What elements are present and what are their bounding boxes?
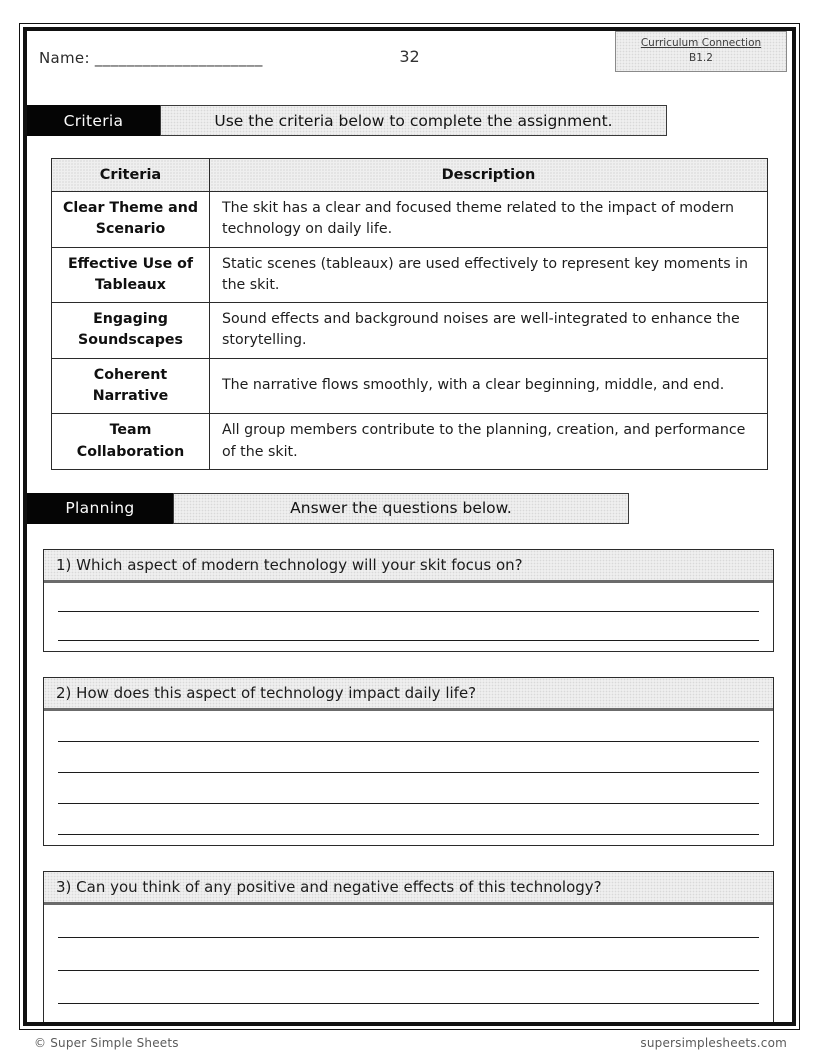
description-cell: Static scenes (tableaux) are used effectively to represent key moments in the skit.: [210, 247, 768, 303]
question-box-1: [43, 549, 774, 652]
writing-line: [58, 971, 759, 1004]
description-cell: The narrative flows smoothly, with a clear beginning, middle, and end.: [210, 358, 768, 414]
question-3-text: 3) Can you think of any positive and negative effects of this technology?: [44, 872, 773, 905]
writing-line: [58, 612, 759, 641]
writing-line: [58, 804, 759, 835]
description-cell: Sound effects and background noises are well-integrated to enhance the storytelling.: [210, 303, 768, 359]
website-text: supersimplesheets.com: [640, 1036, 787, 1050]
description-cell: The skit has a clear and focused theme related to the impact of modern technology on daily life.: [210, 192, 768, 248]
table-row: [52, 414, 768, 470]
table-row: [52, 192, 768, 248]
criteria-cell: Clear Theme and Scenario: [52, 192, 210, 248]
criteria-section-banner: [27, 105, 792, 136]
criteria-cell: Effective Use of Tableaux: [52, 247, 210, 303]
description-cell: All group members contribute to the planning, creation, and performance of the skit.: [210, 414, 768, 470]
writing-line: [58, 583, 759, 612]
question-3-answer-area: [44, 905, 773, 1026]
writing-line: [58, 1004, 759, 1026]
writing-line: [58, 938, 759, 971]
criteria-section-instruction: Use the criteria below to complete the assignment.: [160, 105, 667, 136]
question-2-answer-area: [44, 711, 773, 845]
page-inner-border: [23, 27, 796, 1026]
planning-section-banner: [27, 493, 792, 524]
curriculum-connection-code: B1.2: [689, 52, 713, 65]
criteria-section-label: Criteria: [27, 105, 160, 136]
table-header-row: [52, 159, 768, 192]
column-header-description: Description: [210, 159, 768, 192]
name-field: [39, 49, 263, 67]
criteria-table: [51, 158, 768, 470]
curriculum-connection-title: Curriculum Connection: [640, 37, 762, 49]
question-1-text: 1) Which aspect of modern technology will your skit focus on?: [44, 550, 773, 583]
question-2-text: 2) How does this aspect of technology impact daily life?: [44, 678, 773, 711]
planning-section-instruction: Answer the questions below.: [173, 493, 629, 524]
page-outer-border: [19, 23, 800, 1030]
name-label: Name:: [39, 49, 90, 67]
question-1-answer-area: [44, 583, 773, 651]
table-row: [52, 358, 768, 414]
table-row: [52, 303, 768, 359]
writing-line: [58, 773, 759, 804]
question-box-3: [43, 871, 774, 1026]
writing-line: [58, 711, 759, 742]
writing-line: [58, 905, 759, 938]
planning-section-label: Planning: [27, 493, 173, 524]
column-header-criteria: Criteria: [52, 159, 210, 192]
question-box-2: [43, 677, 774, 846]
curriculum-connection-box: [615, 31, 787, 72]
criteria-cell: Engaging Soundscapes: [52, 303, 210, 359]
page-footer: [34, 1036, 787, 1050]
page-header: [27, 31, 792, 89]
table-row: [52, 247, 768, 303]
copyright-text: © Super Simple Sheets: [34, 1036, 179, 1050]
page-number: 32: [399, 47, 420, 66]
criteria-cell: Team Collaboration: [52, 414, 210, 470]
criteria-cell: Coherent Narrative: [52, 358, 210, 414]
writing-line: [58, 742, 759, 773]
name-blank-line: _____________________: [94, 49, 263, 67]
